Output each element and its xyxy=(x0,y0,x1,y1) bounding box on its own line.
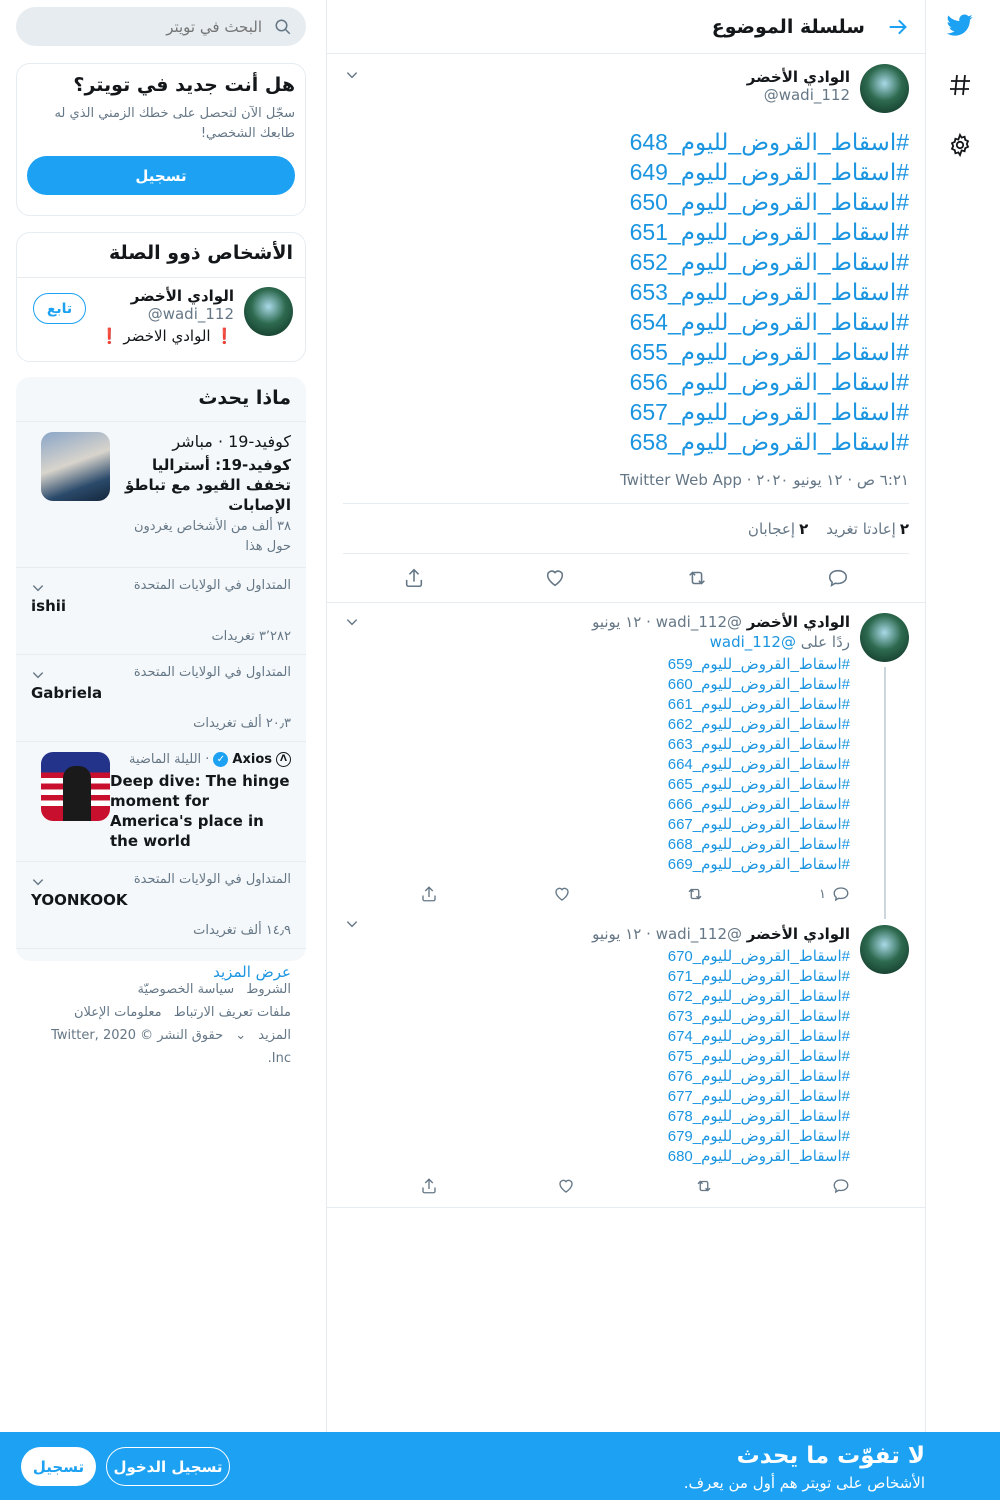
hashtag-link[interactable]: #اسقاط_القروض_لليوم_669 xyxy=(667,856,850,873)
follow-button[interactable]: تابع xyxy=(33,293,86,324)
replying-to xyxy=(343,633,850,651)
suggested-handle[interactable]: @wadi_112 xyxy=(147,305,234,323)
likes-stat[interactable] xyxy=(748,520,808,538)
author-handle[interactable]: @wadi_112 xyxy=(763,86,850,104)
news-headline: كوفيد-19: أستراليا تخفف القيود مع تباطؤ الإصابات xyxy=(124,456,291,514)
hashtag-link[interactable]: #اسقاط_القروض_لليوم_670 xyxy=(667,948,850,965)
share-icon[interactable] xyxy=(420,1177,438,1195)
tweet-menu-chevron-icon[interactable] xyxy=(343,915,361,933)
suggested-display-name[interactable]: الوادي الأخضر xyxy=(130,287,234,305)
hashtag-link[interactable]: #اسقاط_القروض_لليوم_678 xyxy=(667,1108,850,1125)
hashtag-link[interactable]: #اسقاط_القروض_لليوم_665 xyxy=(667,776,850,793)
avatar[interactable] xyxy=(244,287,293,336)
retweet-icon[interactable] xyxy=(695,1177,713,1195)
news-item-axios[interactable] xyxy=(16,742,306,862)
back-arrow-icon[interactable] xyxy=(887,16,909,38)
reply-button[interactable] xyxy=(819,885,850,903)
footer-more-label: المزيد xyxy=(258,1028,291,1043)
hashtag-link[interactable]: #اسقاط_القروض_لليوم_650 xyxy=(629,189,909,215)
trend-item[interactable] xyxy=(16,862,306,949)
main-column xyxy=(326,0,925,1500)
news-sub: ٣٨ ألف من الأشخاص يغردون حول هذا xyxy=(133,519,291,554)
hashtag-link[interactable]: #اسقاط_القروض_لليوم_672 xyxy=(667,988,850,1005)
trend-name: ishii xyxy=(31,597,67,615)
thread-connector-line xyxy=(884,667,886,919)
search-icon xyxy=(274,18,292,36)
hashtag-link[interactable]: #اسقاط_القروض_لليوم_668 xyxy=(667,836,850,853)
trend-count: ٣٬٢٨٢ تغريدات xyxy=(211,629,291,644)
axios-logo-icon: Λ xyxy=(276,752,291,767)
bottom-signup-button[interactable]: تسجيل xyxy=(21,1447,96,1486)
signup-card-title: هل أنت جديد في تويتر؟ xyxy=(73,74,295,96)
trends-card xyxy=(16,377,306,981)
chevron-down-icon: ⌄ xyxy=(235,1028,247,1043)
bottom-signup-bar xyxy=(0,1432,1000,1500)
tweet-date[interactable]: · ١٢ يونيو xyxy=(592,613,651,631)
nav-rail xyxy=(925,0,1000,1500)
hashtag-link[interactable]: #اسقاط_القروض_لليوم_661 xyxy=(667,696,850,713)
hashtag-link[interactable]: #اسقاط_القروض_لليوم_657 xyxy=(629,399,909,425)
hashtag-link[interactable]: #اسقاط_القروض_لليوم_651 xyxy=(629,219,909,245)
trend-item[interactable] xyxy=(16,655,306,742)
show-more-link[interactable]: عرض المزيد xyxy=(213,963,291,981)
hashtag-link[interactable]: #اسقاط_القروض_لليوم_652 xyxy=(629,249,909,275)
news-thumbnail xyxy=(41,752,110,821)
login-button[interactable]: تسجيل الدخول xyxy=(106,1447,230,1486)
signup-card xyxy=(16,63,306,216)
trend-name: Gabriela xyxy=(31,684,103,702)
trends-title: ماذا يحدث xyxy=(16,377,306,422)
likes-label: إعجابان xyxy=(747,519,796,538)
share-icon[interactable] xyxy=(420,885,438,903)
tweet-timestamp-source[interactable]: ٦:٢١ ص · ١٢ يونيو ٢٠٢٠ · Twitter Web App xyxy=(343,471,909,504)
page-title: سلسلة الموضوع xyxy=(711,15,865,38)
hashtag-link[interactable]: #اسقاط_القروض_لليوم_656 xyxy=(629,369,909,395)
hashtag-link[interactable]: #اسقاط_القروض_لليوم_654 xyxy=(629,309,909,335)
tweet-actions xyxy=(343,554,909,602)
explore-hashtag-icon[interactable] xyxy=(945,70,975,100)
retweets-stat[interactable] xyxy=(826,520,909,538)
signup-card-text: سجّل الآن لتحصل على خطك الزمني الذي له طابعك الشخصي! xyxy=(54,106,295,141)
verified-badge-icon: ✓ xyxy=(213,752,228,767)
news-headline: Deep dive: The hinge moment for America's place in the world xyxy=(110,772,290,850)
twitter-logo-icon[interactable] xyxy=(945,10,975,40)
author-handle[interactable]: @wadi_112 xyxy=(655,613,742,631)
avatar[interactable] xyxy=(860,64,909,113)
hashtag-link[interactable]: #اسقاط_القروض_لليوم_666 xyxy=(667,796,850,813)
tweet-menu-chevron-icon[interactable] xyxy=(343,66,361,84)
trend-count: ٢٠٫٣ ألف تغريدات xyxy=(193,716,291,731)
tweet-date[interactable]: · ١٢ يونيو xyxy=(592,925,651,943)
author-display-name[interactable]: الوادي الأخضر xyxy=(746,68,850,86)
like-heart-icon[interactable] xyxy=(553,885,571,903)
hashtag-link[interactable]: #اسقاط_القروض_لليوم_675 xyxy=(667,1048,850,1065)
retweets-label: إعادتا تغريد xyxy=(826,519,896,538)
footer xyxy=(16,978,306,1070)
tweet-text xyxy=(343,947,850,1167)
news-source: Axios xyxy=(232,752,272,767)
footer-copyright: حقوق النشر © 2020 Twitter, Inc. xyxy=(51,1028,291,1066)
trend-count: ١٤٫٩ ألف تغريدات xyxy=(193,923,291,938)
hashtag-link[interactable]: #اسقاط_القروض_لليوم_667 xyxy=(667,816,850,833)
hashtag-link[interactable]: #اسقاط_القروض_لليوم_677 xyxy=(667,1088,850,1105)
footer-privacy-link[interactable]: سياسة الخصوصيّة xyxy=(137,982,235,997)
news-item-covid[interactable] xyxy=(16,422,306,568)
page-header xyxy=(327,0,925,54)
author-display-name[interactable]: الوادي الأخضر xyxy=(746,613,850,631)
chevron-down-icon[interactable] xyxy=(31,667,45,686)
author-handle[interactable]: @wadi_112 xyxy=(655,925,742,943)
tweet-menu-chevron-icon[interactable] xyxy=(343,613,361,631)
reply-count: ١ xyxy=(819,886,826,902)
like-heart-icon[interactable] xyxy=(557,1177,575,1195)
search-input[interactable] xyxy=(30,18,262,36)
footer-more-link[interactable] xyxy=(227,1028,291,1043)
suggested-bio: ❗ الوادي الاخضر ❗ xyxy=(99,327,234,345)
bottom-bar-title: لا تفوّت ما يحدث xyxy=(736,1443,925,1469)
tweet-actions xyxy=(420,881,850,907)
hashtag-link[interactable]: #اسقاط_القروض_لليوم_658 xyxy=(629,429,909,455)
tweet-stats xyxy=(343,504,909,554)
footer-cookies-link[interactable]: ملفات تعريف الارتباط xyxy=(173,1005,291,1020)
tweet-text xyxy=(343,127,909,457)
reply-icon[interactable] xyxy=(827,567,849,589)
thread-tweet[interactable] xyxy=(327,603,925,915)
news-time: · الليلة الماضية xyxy=(128,752,210,767)
trend-context: المتداول في الولايات المتحدة xyxy=(133,578,291,593)
chevron-down-icon[interactable] xyxy=(31,874,45,893)
news-context: كوفيد-19 · مباشر xyxy=(172,432,291,451)
tweet-text xyxy=(343,655,850,875)
hashtag-link[interactable]: #اسقاط_القروض_لليوم_653 xyxy=(629,279,909,305)
bottom-bar-subtitle: الأشخاص على تويتر هم أول من يعرف. xyxy=(683,1474,925,1492)
signup-button[interactable]: تسجيل xyxy=(27,156,295,195)
hashtag-link[interactable]: #اسقاط_القروض_لليوم_680 xyxy=(667,1148,850,1165)
hashtag-link[interactable]: #اسقاط_القروض_لليوم_649 xyxy=(629,159,909,185)
replying-handle-link[interactable]: @wadi_112 xyxy=(709,633,796,651)
tweet-actions xyxy=(420,1173,850,1199)
trend-item[interactable] xyxy=(16,568,306,655)
hashtag-link[interactable]: #اسقاط_القروض_لليوم_655 xyxy=(629,339,909,365)
search-box[interactable] xyxy=(16,7,306,46)
focal-tweet xyxy=(327,54,925,603)
avatar[interactable] xyxy=(860,613,909,662)
likes-count: ٢ xyxy=(799,519,809,538)
hashtag-link[interactable]: #اسقاط_القروض_لليوم_679 xyxy=(667,1128,850,1145)
thread-tweet[interactable] xyxy=(327,915,925,1208)
retweet-icon[interactable] xyxy=(686,885,704,903)
settings-gear-icon[interactable] xyxy=(945,130,975,160)
hashtag-link[interactable]: #اسقاط_القروض_لليوم_664 xyxy=(667,756,850,773)
author-display-name[interactable]: الوادي الأخضر xyxy=(746,925,850,943)
news-thumbnail xyxy=(41,432,110,501)
reply-icon[interactable] xyxy=(832,1177,850,1195)
chevron-down-icon[interactable] xyxy=(31,580,45,599)
hashtag-link[interactable]: #اسقاط_القروض_لليوم_648 xyxy=(629,129,909,155)
trend-context: المتداول في الولايات المتحدة xyxy=(133,665,291,680)
reply-icon xyxy=(832,885,850,903)
hashtag-link[interactable]: #اسقاط_القروض_لليوم_676 xyxy=(667,1068,850,1085)
trend-context: المتداول في الولايات المتحدة xyxy=(133,872,291,887)
retweet-icon[interactable] xyxy=(686,567,708,589)
who-to-follow-card xyxy=(16,232,306,362)
hashtag-link[interactable]: #اسقاط_القروض_لليوم_673 xyxy=(667,1008,850,1025)
retweets-count: ٢ xyxy=(899,519,909,538)
footer-ads-link[interactable]: معلومات الإعلان xyxy=(73,1005,162,1020)
avatar[interactable] xyxy=(860,925,909,974)
hashtag-link[interactable]: #اسقاط_القروض_لليوم_674 xyxy=(667,1028,850,1045)
hashtag-link[interactable]: #اسقاط_القروض_لليوم_662 xyxy=(667,716,850,733)
footer-terms-link[interactable]: الشروط xyxy=(246,982,291,997)
like-heart-icon[interactable] xyxy=(544,567,566,589)
who-to-follow-title: الأشخاص ذوو الصلة xyxy=(17,233,305,278)
hashtag-link[interactable]: #اسقاط_القروض_لليوم_659 xyxy=(667,656,850,673)
hashtag-link[interactable]: #اسقاط_القروض_لليوم_671 xyxy=(667,968,850,985)
user-suggestion[interactable] xyxy=(17,278,305,354)
hashtag-link[interactable]: #اسقاط_القروض_لليوم_660 xyxy=(667,676,850,693)
share-icon[interactable] xyxy=(403,567,425,589)
replying-prefix: ردًا على xyxy=(800,633,850,651)
trend-name: YOONKOOK xyxy=(31,891,128,909)
news-source-row xyxy=(110,752,291,767)
hashtag-link[interactable]: #اسقاط_القروض_لليوم_663 xyxy=(667,736,850,753)
